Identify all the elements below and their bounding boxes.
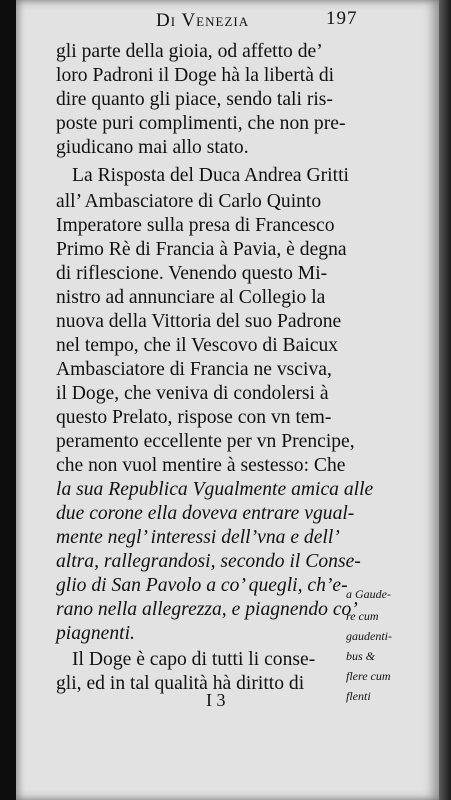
text-line: glio di San Pavolo a co’ quegli, ch’e- <box>56 575 348 596</box>
margin-note-line: re cum <box>346 609 379 623</box>
text-line: altra, rallegrandosi, secondo il Conse- <box>56 551 361 572</box>
text-line: la sua Republica Vgualmente amica alle <box>56 479 374 500</box>
text-line: nel tempo, che il Vescovo di Baicux <box>56 335 339 356</box>
text-line: questo Prelato, rispose con vn tem- <box>56 407 332 428</box>
text-line: mente negl’ interessi dell’vna e dell’ <box>56 527 340 548</box>
text-line: piagnenti. <box>56 623 135 644</box>
text-line: poste puri complimenti, che non pre- <box>56 113 346 134</box>
margin-note-line: bus & <box>346 649 376 663</box>
text-line: Ambasciatore di Francia ne vsciva, <box>56 359 332 380</box>
text-line: di riflescione. Venendo questo Mi- <box>56 263 328 284</box>
running-header <box>16 4 439 30</box>
page-edge-shadow <box>439 0 451 800</box>
text-line: gli parte della gioia, od affetto de’ <box>56 41 323 62</box>
text-line: giudicano mai allo stato. <box>56 137 249 158</box>
margin-note-line: flere cum <box>346 669 391 683</box>
text-line: due corone ella doveva entrare vgual- <box>56 503 355 524</box>
book-page <box>16 0 439 800</box>
text-line: nistro ad annunciare al Collegio la <box>56 287 326 308</box>
text-line: Imperatore sulla presa di Francesco <box>56 215 335 236</box>
text-line: rano nella allegrezza, e piagnendo co’ <box>56 599 358 620</box>
text-line: loro Padroni il Doge hà la libertà di <box>56 65 335 86</box>
text-line: La Risposta del Duca Andrea Gritti <box>72 165 349 186</box>
text-line: peramento eccellente per vn Prencipe, <box>56 431 355 452</box>
margin-note-line: a Gaude- <box>346 587 391 601</box>
text-line: Il Doge è capo di tutti li conse- <box>72 649 316 670</box>
text-line: nuova della Vittoria del suo Padrone <box>56 311 342 332</box>
margin-note-line: gaudenti- <box>346 629 392 643</box>
text-line: dire quanto gli piace, sendo tali ris- <box>56 89 333 110</box>
text-line: Primo Rè di Francia à Pavia, è degna <box>56 239 347 260</box>
text-line: il Doge, che veniva di condolersi à <box>56 383 329 404</box>
margin-note-line: flenti <box>346 689 371 703</box>
text-line: che non vuol mentire à sestesso: Che <box>56 455 346 476</box>
running-title: Di Venezia <box>156 10 250 31</box>
page-number: 197 <box>326 8 358 29</box>
printer-signature: I 3 <box>206 690 226 710</box>
text-line: all’ Ambasciatore di Carlo Quinto <box>56 191 322 212</box>
text-line: gli, ed in tal qualità hà diritto di <box>56 673 305 694</box>
